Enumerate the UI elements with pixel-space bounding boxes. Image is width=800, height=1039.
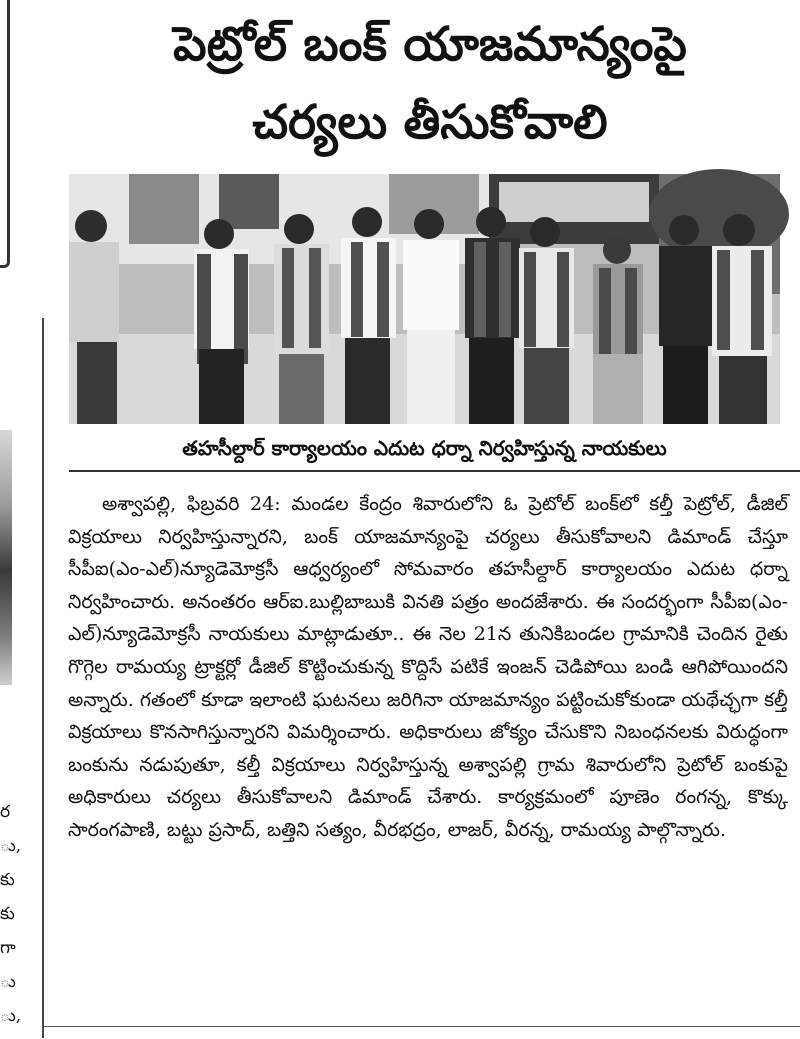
column-divider bbox=[42, 318, 44, 1038]
adjacent-char: ు bbox=[0, 972, 16, 992]
article-headline bbox=[60, 6, 800, 162]
article-body: అశ్వాపల్లి, ఫిబ్రవరి 24: మండల కేంద్రం శివారులోని ఓ ప్రెటోల్ బంక్‌లో కల్తీ పెట్రోల్, డీజిల్ విక్రయాలు నిర్వహిస్తున్నారని, బంక్ యాజమాన్యంపై చర్యలు తీసుకోవాలని డిమాండ్ చేస్తూ సీపీఐ(ఎం-ఎల్)న్యూడెమోక్రసీ ఆధ్వర్యంలో సోమవారం తహసీల్దార్ కార్యాలయం ఎదుట ధర్నా నిర్వహించారు. అనంతరం ఆర్ఐ.బుల్లిబాబుకి వినతి పత్రం అందజేశారు. ఈ సందర్భంగా సీపీఐ(ఎం-ఎల్)న్యూడెమోక్రసీ నాయకులు మాట్లాడుతూ.. ఈ నెల 21న తునికిబండల గ్రామానికి చెందిన రైతు గొగ్గెల రామయ్య ట్రాక్టర్లో డీజిల్ కొట్టించుకున్న కొద్దిసే పటికే ఇంజన్ చెడిపోయి బండి ఆగిపోయిందని అన్నారు. గతంలో కూడా ఇలాంటి ఘటనలు జరిగినా యాజమాన్యం పట్టించుకోకుండా యథేచ్ఛగా కల్తీ విక్రయాలు కొనసాగిస్తున్నారని విమర్శించారు. అధికారులు జోక్యం చేసుకొని నిబంధనలకు విరుద్ధంగా బంకును నడుపుతూ, కల్తీ విక్రయాలు నిర్వహిస్తున్న అశ్వాపల్లి గ్రామ శివారులోని ప్రెటోల్ బంకుపై అధికారులు చర్యలు తీసుకోవాలని డిమాండ్ చేశారు. కార్యక్రమంలో పూణెం రంగన్న, కొక్కు సారంగపాణి, బట్టు ప్రసాద్, బత్తిని సత్యం, వీరభద్రం, లాజర్, వీరన్న, రామయ్య పాల్గొన్నారు. bbox=[68, 493, 788, 841]
caption-divider bbox=[69, 470, 800, 472]
headline-line-1: పెట్రోల్ బంక్ యాజమాన్యంపై bbox=[173, 17, 687, 72]
adjacent-char: కు bbox=[0, 904, 15, 924]
adjacent-char: గా bbox=[0, 938, 16, 958]
bottom-divider bbox=[42, 1026, 800, 1027]
photo-caption: తహసీల్దార్ కార్యాలయం ఎదుట ధర్నా నిర్వహిస్తున్న నాయకులు bbox=[182, 436, 667, 460]
news-photo bbox=[69, 174, 780, 424]
adjacent-char: కు bbox=[0, 870, 15, 890]
adjacent-char: ర bbox=[0, 802, 11, 822]
adjacent-column-text bbox=[0, 795, 22, 1033]
adjacent-char: ు, bbox=[0, 836, 22, 856]
headline-line-2: చర్యలు తీసుకోవాలి bbox=[252, 95, 608, 150]
adjacent-article-border bbox=[0, 0, 10, 268]
adjacent-photo-fragment bbox=[0, 430, 12, 685]
adjacent-char: ు, bbox=[0, 1006, 22, 1026]
